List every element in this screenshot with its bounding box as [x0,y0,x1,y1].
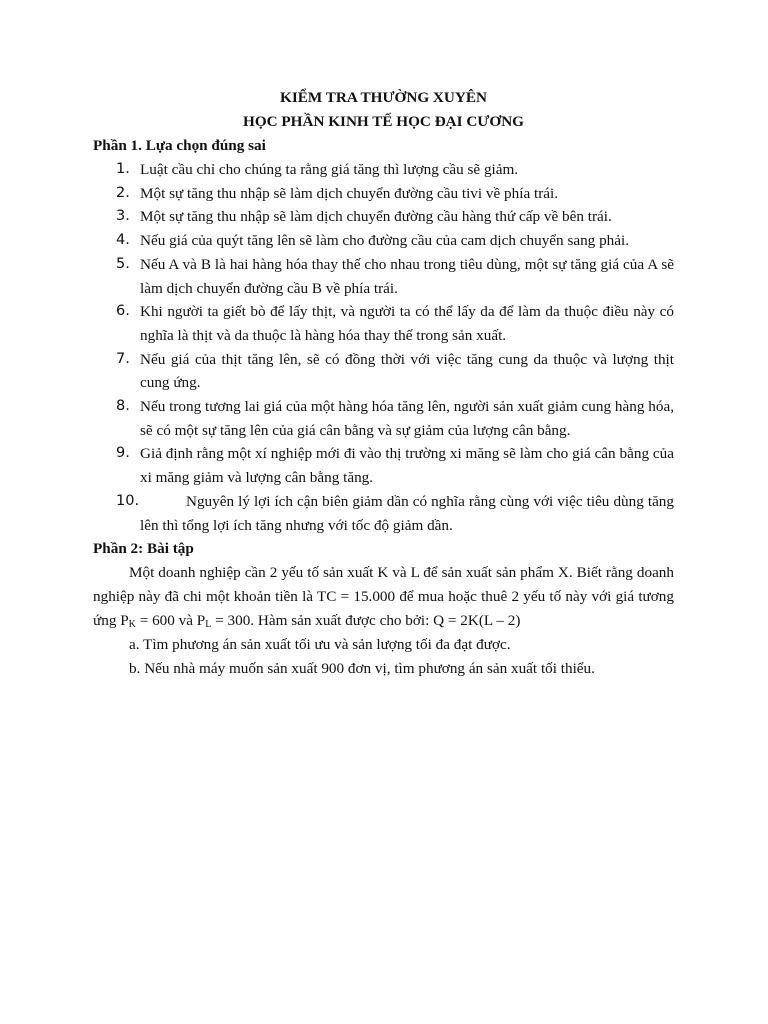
document-title-line-1: KIỂM TRA THƯỜNG XUYÊN [280,89,487,106]
list-item [93,490,674,537]
exercise-question-a: a. Tìm phương án sản xuất tối ưu và sản lượng tối đa đạt được. [129,636,511,654]
item-number: 2. [116,184,130,201]
part1-heading: Phần 1. Lựa chọn đúng sai [93,137,266,154]
list-item [93,158,674,182]
item-number: 4. [116,232,130,249]
list-item [93,182,674,206]
list-item [93,205,674,229]
item-number: 8. [116,398,130,415]
item-text: Khi người ta giết bò để lấy thịt, và người ta có thể lấy da để làm da thuộc điều này có nghĩa là thịt và da thuộc là hàng hóa thay thế trong sản xuất. [140,303,674,344]
item-text: Giả định rằng một xí nghiệp mới đi vào thị trường xi măng sẽ làm cho giá cân bằng của xi măng giảm và lượng cân bằng tăng. [140,445,674,487]
item-text: Nếu trong tương lai giá của một hàng hóa tăng lên, người sản xuất giảm cung hàng hóa, sẽ có một sự tăng lên của giá cân bằng và sự giảm của lượng cân bằng. [140,398,674,439]
list-item [93,229,674,253]
item-number: 1. [116,161,130,177]
item-number: 3. [116,208,130,225]
item-text: Một sự tăng thu nhập sẽ làm dịch chuyển đường cầu hàng thứ cấp về bên trái. [140,208,612,226]
item-text: Một sự tăng thu nhập sẽ làm dịch chuyển đường cầu tivi về phía trái. [140,184,559,202]
item-text: Nếu A và B là hai hàng hóa thay thế cho nhau trong tiêu dùng, một sự tăng giá của A sẽ làm dịch chuyển đường cầu B về phía trái. [140,255,674,297]
list-item [93,442,674,489]
item-number: 9. [116,445,130,462]
item-number: 7. [116,350,130,367]
document-title-line-2: HỌC PHẦN KINH TẾ HỌC ĐẠI CƯƠNG [243,113,524,130]
subscript-k: K [128,619,136,631]
item-text: Nguyên lý lợi ích cận biên giảm dần có nghĩa rằng cùng với việc tiêu dùng tăng lên thì tổng lợi ích tăng nhưng với tốc độ giảm dần. [140,492,674,534]
item-number: 10. [116,492,140,509]
list-item [93,348,674,395]
list-item [93,300,674,347]
part2-heading: Phần 2: Bài tập [93,540,194,558]
true-false-list [93,158,674,537]
list-item [93,395,674,442]
document-page [93,86,674,681]
item-text: Luật cầu chỉ cho chúng ta rằng giá tăng thì lượng cầu sẽ giảm. [140,161,519,178]
exercise-question-b: b. Nếu nhà máy muốn sản xuất 900 đơn vị, tìm phương án sản xuất tối thiểu. [129,660,595,678]
item-number: 5. [116,255,130,272]
item-text: Nếu giá của quýt tăng lên sẽ làm cho đường cầu của cam dịch chuyển sang phải. [140,232,630,250]
item-number: 6. [116,303,130,320]
subscript-l: L [205,619,212,631]
item-text: Nếu giá của thịt tăng lên, sẽ có đồng thời với việc tăng cung da thuộc và lượng thịt cung ứng. [140,350,674,392]
list-item [93,253,674,300]
exercise-paragraph: Một doanh nghiệp cần 2 yếu tố sản xuất K và L để sản xuất sản phẩm X. Biết rằng doanh nghiệp này đã chi một khoản tiền là TC = 15.000 để mua hoặc thuê 2 yếu tố này với giá tương ứng $P_K = 600$ và $P_L = 300$. Hàm sản xuất được cho bởi: Q = 2K(L – 2) [93,564,674,631]
